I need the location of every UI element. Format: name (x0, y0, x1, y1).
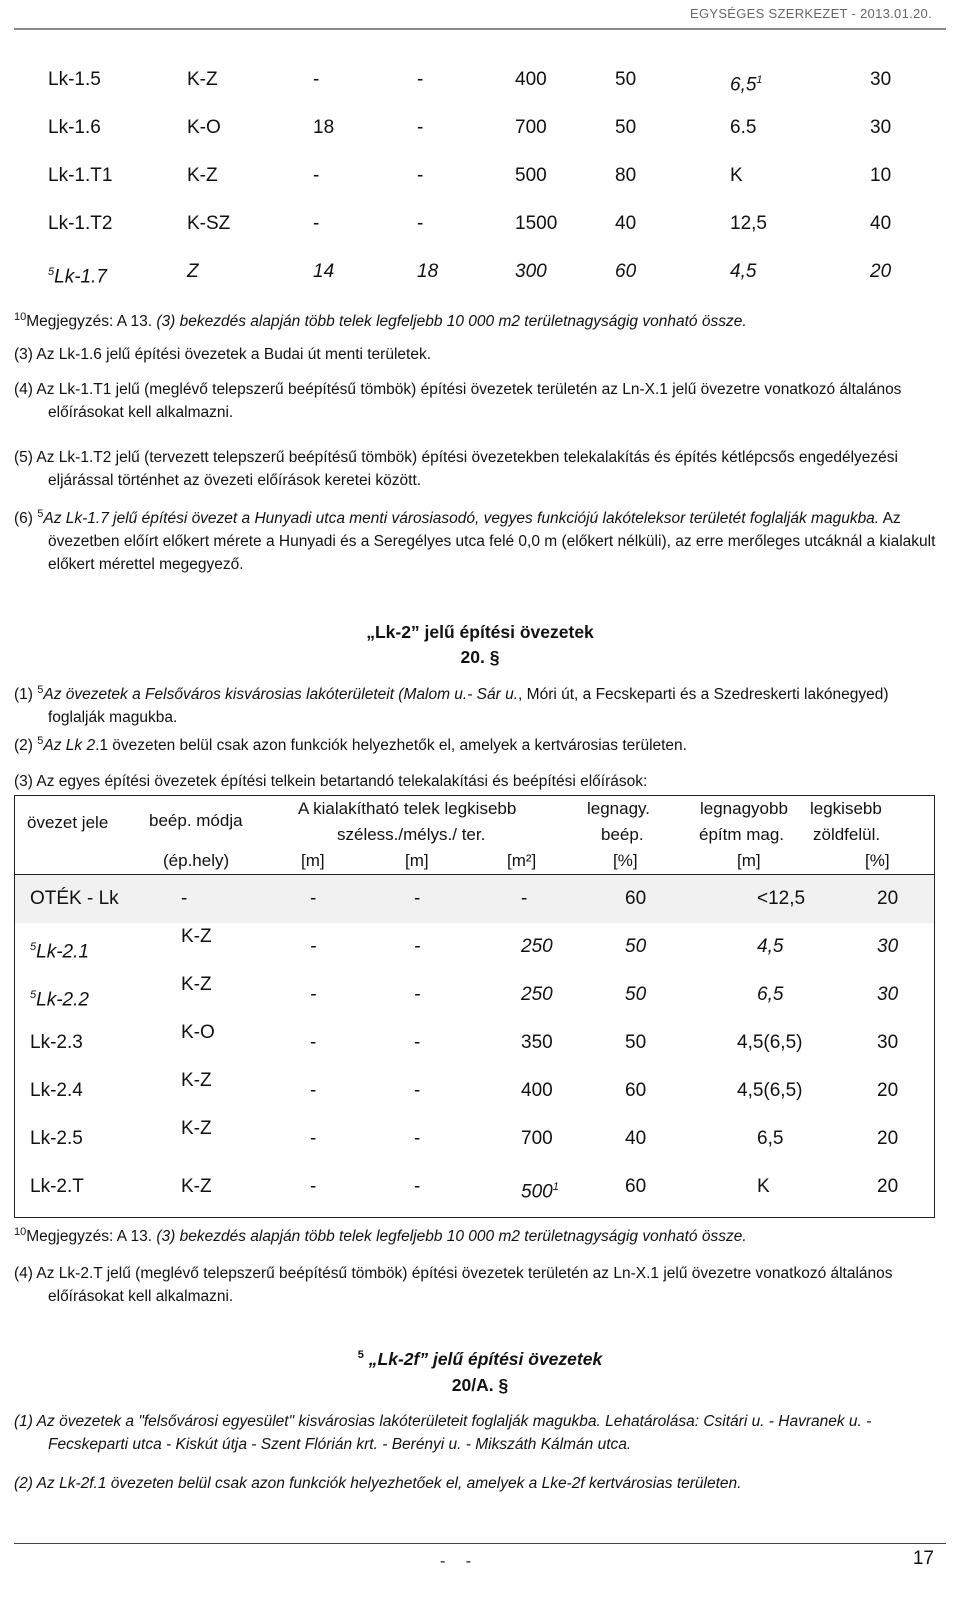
height-cell: 6,5 (757, 1128, 784, 1149)
build-cell: 50 (615, 69, 637, 90)
height-cell: <12,5 (757, 888, 806, 909)
build-cell: 60 (615, 261, 637, 282)
mode-cell: K-Z (187, 69, 218, 90)
zone-cell: $^5$Lk-2.2 (30, 989, 89, 1011)
col-header-build-sub: beép. (601, 825, 644, 844)
table-row (15, 875, 936, 923)
height-cell: 4,5 (757, 936, 784, 957)
depth-cell: - (414, 936, 421, 957)
width-cell: - (313, 69, 320, 90)
lk2f-paragraph-2: (2) Az Lk-2f.1 övezeten belül csak azon funkciók helyezhetőek el, amelyek a Lke-2f kertvárosias területen. (14, 1475, 742, 1492)
zone-cell: Lk-1.T1 (48, 165, 113, 186)
build-cell: 40 (615, 213, 637, 234)
unit-green: [%] (865, 851, 890, 870)
paragraph-4: (4) Az Lk-1.T1 jelű (meglévő telepszerű beépítésű tömbök) építési övezetek területén az Ln-X.1 jelű övezetre vonatkozó általános előírásokat kell alkalmazni. (14, 381, 902, 421)
paragraph-6: (6) $^5$Az Lk-1.7 jelű építési övezet a Hunyadi utca menti városiasodó, vegyes funkciójú lakóteleksor területét foglalják magukba. Az övezetben előírt előkert mérete a Hunyadi és a Seregélyes utca felé 0,0 m (előkert nélküli), az erre merőleges utcáknál a kialakult előkert mérettel megegyező. (14, 507, 936, 573)
zone-cell: $^5$Lk-2.1 (30, 941, 89, 963)
table-row (15, 1115, 936, 1163)
width-cell: - (310, 1128, 317, 1149)
section-number-20a: 20/A. § (451, 1375, 509, 1395)
zone-cell: Lk-2.4 (30, 1080, 83, 1101)
green-cell: 30 (870, 117, 892, 138)
mode-cell: Z (187, 261, 199, 282)
width-cell: - (313, 213, 320, 234)
col-header-mode: beép. módja (149, 811, 243, 830)
depth-cell: - (417, 69, 424, 90)
col-header-mode-sub: (ép.hely) (163, 851, 230, 870)
width-cell: - (310, 888, 317, 909)
table-row (15, 1067, 936, 1115)
footer-dashes: - - (440, 1553, 480, 1570)
height-cell: 6,5 (757, 984, 784, 1005)
height-cell: $6,5^1$ (730, 74, 763, 96)
page-number: 17 (912, 1548, 934, 1569)
unit-area: [m²] (507, 851, 537, 870)
width-cell: - (310, 1032, 317, 1053)
width-cell: 14 (313, 261, 335, 282)
mode-cell: - (181, 888, 188, 909)
green-cell: 20 (877, 1080, 899, 1101)
footnote-megjegyzes-2: $^{10}$Megjegyzés: A 13. (3) bekezdés alapján több telek legfeljebb 10 000 m2 területnagyságig vonható össze. (14, 1225, 747, 1245)
depth-cell: - (417, 117, 424, 138)
mode-cell: K-SZ (187, 213, 231, 234)
green-cell: 20 (870, 261, 892, 282)
footnote-megjegyzes: $^{10}$Megjegyzés: A 13. (3) bekezdés alapján több telek legfeljebb 10 000 m2 területnagyságig vonható össze. (14, 310, 747, 330)
mode-cell: K-Z (181, 1070, 212, 1091)
area-cell: 1500 (515, 213, 558, 234)
height-cell: 4,5 (730, 261, 757, 282)
unit-height: [m] (737, 851, 761, 870)
section-sign-icon: § (489, 647, 500, 667)
zone-cell: Lk-1.5 (48, 69, 101, 90)
depth-cell: - (414, 1080, 421, 1101)
unit-build: [%] (613, 851, 638, 870)
depth-cell: - (417, 165, 424, 186)
build-cell: 50 (625, 984, 647, 1005)
lk2-paragraph-1: (1) $^5$Az övezetek a Felsőváros kisvárosias lakóterületeit (Malom u.- Sár u., Móri út, a Fecskeparti és a Szedreskerti lakónegyed) foglalják magukba. (14, 683, 889, 726)
table-row (15, 971, 936, 1019)
width-cell: - (310, 1080, 317, 1101)
zone-cell: Lk-2.T (30, 1176, 84, 1197)
green-cell: 30 (870, 69, 892, 90)
table-row (30, 56, 930, 104)
mode-cell: K-Z (181, 926, 212, 947)
col-header-zone: övezet jele (27, 813, 109, 832)
green-cell: 20 (877, 1128, 899, 1149)
area-cell: 700 (521, 1128, 553, 1149)
paragraph-5: (5) Az Lk-1.T2 jelű (tervezett telepszerű beépítésű tömbök) építési övezetekben telekalakítás és építés kétlépcsős engedélyezési eljárással történhet az övezeti előírások keretei között. (14, 449, 898, 489)
table-row (15, 923, 936, 971)
green-cell: 10 (870, 165, 892, 186)
zone-cell: Lk-1.T2 (48, 213, 113, 234)
unit-depth: [m] (405, 851, 429, 870)
area-cell: 700 (515, 117, 547, 138)
area-cell: $500^1$ (521, 1181, 559, 1203)
height-cell: 4,5(6,5) (737, 1032, 803, 1053)
build-cell: 60 (625, 1080, 647, 1101)
section-title-lk2f: $^5$ „Lk-2f” jelű építési övezetek (357, 1349, 603, 1369)
depth-cell: - (414, 1128, 421, 1149)
table-row (30, 248, 930, 296)
lk2f-paragraph-1: (1) Az övezetek a "felsővárosi egyesület" kisvárosias lakóterületeit foglalják magukba. Lehatárolása: Csitári u. - Havranek u. - Fecskeparti utca - Kiskút útja - Szent Flórián krt. - Berényi u. - Mikszáth Kálmán utca. (14, 1413, 872, 1453)
running-header: EGYSÉGES SZERKEZET - 2013.01.20. (689, 6, 932, 21)
depth-cell: - (414, 984, 421, 1005)
area-cell: 400 (521, 1080, 553, 1101)
lk2-paragraph-4: (4) Az Lk-2.T jelű (meglévő telepszerű beépítésű tömbök) építési övezetek területén az Ln-X.1 jelű övezetre vonatkozó általános előírásokat kell alkalmazni. (14, 1265, 893, 1305)
area-cell: 300 (515, 261, 547, 282)
mode-cell: K-O (187, 117, 221, 138)
green-cell: 20 (877, 888, 899, 909)
green-cell: 30 (877, 936, 899, 957)
table-row (15, 1019, 936, 1067)
footer-rule (14, 1543, 946, 1544)
green-cell: 20 (877, 1176, 899, 1197)
green-cell: 40 (870, 213, 892, 234)
build-cell: 50 (625, 936, 647, 957)
table-row (30, 200, 930, 248)
col-header-height-sub: építm mag. (699, 825, 785, 844)
build-cell: 60 (625, 888, 647, 909)
build-cell: 80 (615, 165, 637, 186)
width-cell: - (310, 984, 317, 1005)
lk2-paragraph-3: (3) Az egyes építési övezetek építési telkein betartandó telekalakítási és beépítési előírások: (14, 773, 648, 790)
width-cell: 18 (313, 117, 335, 138)
width-cell: - (310, 936, 317, 957)
section-number-20: 20. § (460, 647, 500, 667)
zone-cell: Lk-2.3 (30, 1032, 83, 1053)
table-row (30, 104, 930, 152)
depth-cell: - (414, 888, 421, 909)
zone-cell: Lk-1.6 (48, 117, 101, 138)
col-header-height: legnagyobb (700, 799, 788, 818)
width-cell: - (313, 165, 320, 186)
height-cell: K (730, 165, 743, 186)
col-header-green: legkisebb (810, 799, 882, 818)
depth-cell: - (417, 213, 424, 234)
area-cell: 350 (521, 1032, 553, 1053)
depth-cell: - (414, 1176, 421, 1197)
green-cell: 30 (877, 1032, 899, 1053)
area-cell: 250 (521, 984, 553, 1005)
zone-cell: $^5$Lk-1.7 (48, 266, 107, 288)
section-title-lk2: „Lk-2” jelű építési övezetek (366, 622, 594, 642)
unit-width: [m] (301, 851, 325, 870)
width-cell: - (310, 1176, 317, 1197)
depth-cell: 18 (417, 261, 439, 282)
mode-cell: K-Z (181, 974, 212, 995)
col-header-green-sub: zöldfelül. (813, 825, 881, 844)
col-header-lot-sub: széless./mélys./ ter. (337, 825, 486, 844)
mode-cell: K-Z (187, 165, 218, 186)
depth-cell: - (414, 1032, 421, 1053)
header-rule (14, 28, 946, 30)
area-cell: 400 (515, 69, 547, 90)
mode-cell: K-O (181, 1022, 215, 1043)
paragraph-3: (3) Az Lk-1.6 jelű építési övezetek a Budai út menti területek. (14, 346, 432, 363)
height-cell: K (757, 1176, 770, 1197)
section-sign-icon: § (498, 1375, 509, 1395)
zone-cell: OTÉK - Lk (30, 888, 119, 909)
mode-cell: K-Z (181, 1118, 212, 1139)
build-cell: 50 (625, 1032, 647, 1053)
green-cell: 30 (877, 984, 899, 1005)
height-cell: 4,5(6,5) (737, 1080, 803, 1101)
area-cell: 500 (515, 165, 547, 186)
col-header-lot: A kialakítható telek legkisebb (298, 799, 517, 818)
mode-cell: K-Z (181, 1176, 212, 1197)
zone-cell: Lk-2.5 (30, 1128, 83, 1149)
height-cell: 12,5 (730, 213, 767, 234)
lk2-paragraph-2: (2) $^5$Az Lk 2.1 övezeten belül csak azon funkciók helyezhetők el, amelyek a kertvárosias területen. (14, 734, 687, 754)
height-cell: 6.5 (730, 117, 757, 138)
build-cell: 50 (615, 117, 637, 138)
build-cell: 60 (625, 1176, 647, 1197)
area-cell: 250 (521, 936, 553, 957)
area-cell: - (521, 888, 528, 909)
table2 (14, 795, 935, 1218)
col-header-build: legnagy. (587, 799, 651, 818)
table-row (30, 152, 930, 200)
build-cell: 40 (625, 1128, 647, 1149)
table-row (15, 1163, 936, 1211)
